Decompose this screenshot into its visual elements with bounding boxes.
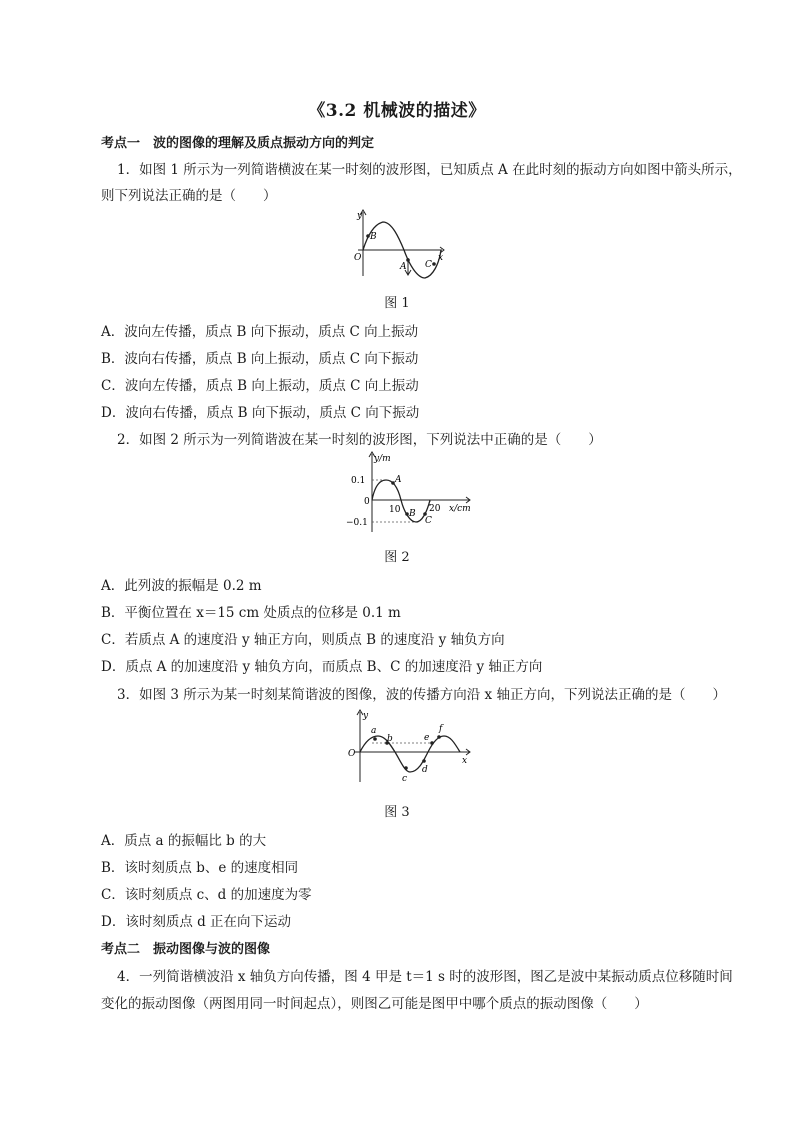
fig2-point-c-label: C [425,516,432,526]
document-title: 《3.2 机械波的描述》 [308,101,486,121]
fig3-point-d-label: d [422,765,428,775]
figure-3-wave [340,706,476,784]
fig1-y-label: y [357,211,363,221]
q1-option-b: B．波向右传播，质点 B 向上振动，质点 C 向下振动 [101,351,419,367]
figure-2-caption: 图 2 [384,550,410,565]
section-heading-2: 考点二 振动图像与波的图像 [101,942,271,957]
fig3-point-b-label: b [387,734,393,744]
figure-1-wave [348,206,448,280]
fig2-x20-tick: 20 [429,504,441,514]
fig3-y-label: y [363,711,369,721]
fig2-y-label: y/m [374,454,391,464]
fig2-x10-tick: 10 [389,505,401,515]
fig3-point-c-label: c [402,774,408,784]
fig2-point-b-label: B [409,509,416,519]
fig2-point-a-label: A [395,475,402,485]
q1-stem-line1: 1．如图 1 所示为一列简谐横波在某一时刻的波形图，已知质点 A 在此时刻的振动方向如图中箭头所示， [117,162,742,178]
q4-stem-line2: 变化的振动图像（两图用同一时间起点），则图乙可能是图甲中哪个质点的振动图像（ ） [101,996,648,1012]
q3-option-a: A．质点 a 的振幅比 b 的大 [101,833,267,849]
fig2-origin-label: 0 [364,497,370,507]
q4-stem-line1: 4．一列简谐横波沿 x 轴负方向传播，图 4 甲是 t＝1 s 时的波形图，图乙是波中某振动质点位移随时间 [117,969,733,985]
figure-3-caption: 图 3 [384,805,410,820]
q1-option-c: C．波向左传播，质点 B 向上振动，质点 C 向上振动 [101,378,419,394]
fig2-x-label: x/cm [449,504,471,514]
q1-option-d: D．波向右传播，质点 B 向下振动，质点 C 向下振动 [101,405,420,421]
q2-option-a: A．此列波的振幅是 0.2 m [101,578,262,594]
q3-option-c: C．该时刻质点 c、d 的加速度为零 [101,887,312,903]
q2-option-c: C．若质点 A 的速度沿 y 轴正方向，则质点 B 的速度沿 y 轴负方向 [101,632,505,648]
fig3-point-e-label: e [424,733,430,743]
fig1-point-c-label: C [425,260,432,270]
q3-option-d: D．该时刻质点 d 正在向下运动 [101,914,292,930]
fig1-x-label: x [438,253,444,263]
fig2-y-bottom-tick: −0.1 [346,518,368,528]
q3-option-b: B．该时刻质点 b、e 的速度相同 [101,860,299,876]
q1-option-a: A．波向左传播，质点 B 向下振动，质点 C 向上振动 [101,324,419,340]
figure-1-caption: 图 1 [384,296,410,311]
q1-stem-line2: 则下列说法正确的是（ ） [101,188,277,204]
fig2-y-top-tick: 0.1 [351,476,366,486]
q2-option-b: B．平衡位置在 x＝15 cm 处质点的位移是 0.1 m [101,605,401,621]
q2-option-d: D．质点 A 的加速度沿 y 轴负方向，而质点 B、C 的加速度沿 y 轴正方向 [101,659,543,675]
fig3-point-f-label: f [439,724,443,734]
figure-2-wave [336,450,478,534]
fig3-point-a-label: a [371,726,377,736]
section-heading-1: 考点一 波的图像的理解及质点振动方向的判定 [101,136,375,151]
fig1-origin-label: O [354,253,362,263]
q2-stem-line1: 2．如图 2 所示为一列简谐波在某一时刻的波形图，下列说法中正确的是（ ） [117,432,602,448]
fig3-origin-label: O [348,749,356,759]
fig3-x-label: x [462,756,468,766]
fig1-point-b-label: B [370,232,377,242]
fig1-point-a-label: A [400,262,407,272]
q3-stem-line1: 3．如图 3 所示为某一时刻某简谐波的图像，波的传播方向沿 x 轴正方向，下列说法正确的是（ ） [117,687,726,703]
